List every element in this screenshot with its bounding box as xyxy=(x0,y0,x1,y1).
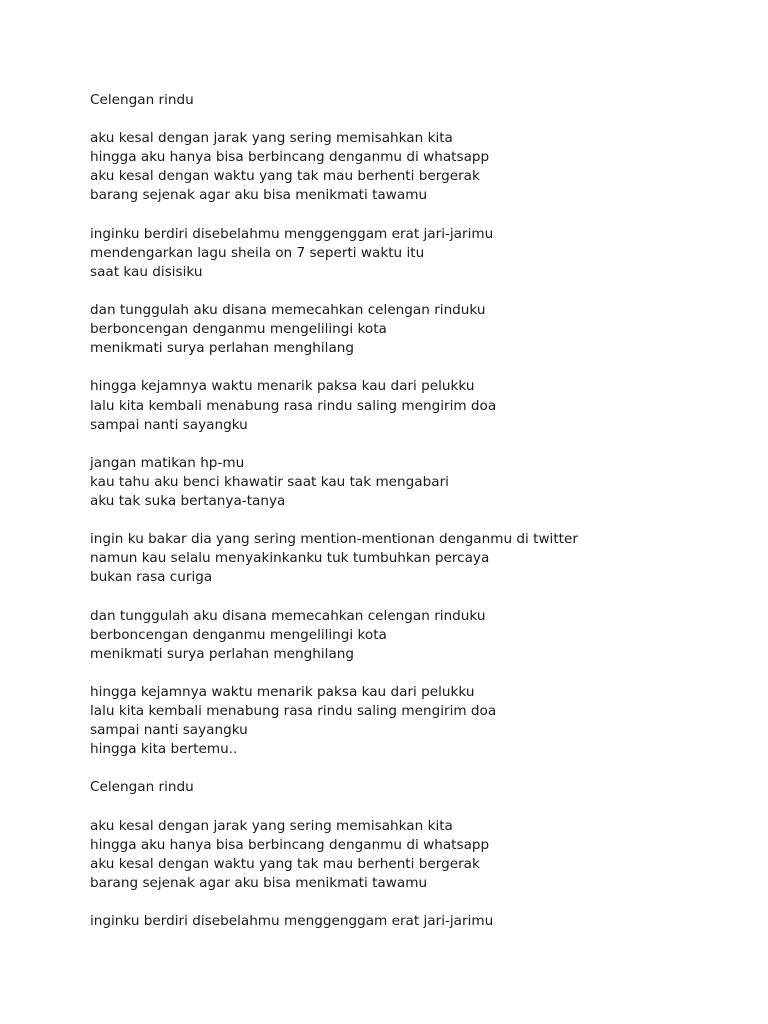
poem-line: bukan rasa curiga xyxy=(90,569,213,586)
poem-line xyxy=(90,759,730,778)
poem-line xyxy=(90,206,730,225)
poem-line: ingin ku bakar dia yang sering mention-mentionan denganmu di twitter xyxy=(90,531,578,548)
poem-line: mendengarkan lagu sheila on 7 seperti waktu itu xyxy=(90,244,425,261)
poem-line: sampai nanti sayangku xyxy=(90,722,248,739)
poem-line: jangan matikan hp-mu xyxy=(90,454,245,471)
poem-line: aku kesal dengan jarak yang sering memisahkan kita xyxy=(90,130,453,147)
poem-line: aku kesal dengan waktu yang tak mau berhenti bergerak xyxy=(90,168,480,185)
poem-line xyxy=(90,893,730,912)
poem-line: sampai nanti sayangku xyxy=(90,416,248,433)
poem-line xyxy=(90,587,730,606)
poem-line: menikmati surya perlahan menghilang xyxy=(90,340,355,357)
poem-line: aku kesal dengan waktu yang tak mau berhenti bergerak xyxy=(90,855,480,872)
poem-line xyxy=(90,110,730,129)
poem-line xyxy=(90,797,730,816)
poem-line: hingga kita bertemu.. xyxy=(90,741,238,758)
poem-line xyxy=(90,435,730,454)
poem-line: namun kau selalu menyakinkanku tuk tumbuhkan percaya xyxy=(90,550,490,567)
poem-line: lalu kita kembali menabung rasa rindu saling mengirim doa xyxy=(90,397,497,414)
poem-line: hingga kejamnya waktu menarik paksa kau dari pelukku xyxy=(90,378,475,395)
poem-line: dan tunggulah aku disana memecahkan celengan rinduku xyxy=(90,302,486,319)
poem-line: barang sejenak agar aku bisa menikmati tawamu xyxy=(90,187,428,204)
poem-line xyxy=(90,358,730,377)
poem-line: menikmati surya perlahan menghilang xyxy=(90,645,355,662)
poem-line: aku tak suka bertanya-tanya xyxy=(90,492,286,509)
poem-line xyxy=(90,511,730,530)
poem-line: inginku berdiri disebelahmu menggenggam erat jari-jarimu xyxy=(90,225,494,242)
poem-line: saat kau disisiku xyxy=(90,263,203,280)
poem-line: hingga aku hanya bisa berbincang denganmu di whatsapp xyxy=(90,836,490,853)
poem-line: hingga aku hanya bisa berbincang denganmu di whatsapp xyxy=(90,149,490,166)
poem-line: lalu kita kembali menabung rasa rindu saling mengirim doa xyxy=(90,703,497,719)
poem-line: kau tahu aku benci khawatir saat kau tak mengabari xyxy=(90,473,449,490)
document-title: Celengan rindu xyxy=(90,92,194,108)
poem-line: dan tunggulah aku disana memecahkan celengan rinduku xyxy=(90,607,486,624)
poem-line: inginku berdiri disebelahmu menggenggam erat jari-jarimu xyxy=(90,913,494,930)
poem-line xyxy=(90,282,730,301)
poem-line: barang sejenak agar aku bisa menikmati tawamu xyxy=(90,874,428,891)
poem-line xyxy=(90,664,730,683)
poem-line: berboncengan denganmu mengelilingi kota xyxy=(90,626,387,643)
poem-line: hingga kejamnya waktu menarik paksa kau dari pelukku xyxy=(90,683,475,700)
poem-line: aku kesal dengan jarak yang sering memisahkan kita xyxy=(90,817,453,834)
poem-text xyxy=(90,91,730,931)
poem-line: Celengan rindu xyxy=(90,779,194,796)
poem-line: berboncengan denganmu mengelilingi kota xyxy=(90,321,387,338)
